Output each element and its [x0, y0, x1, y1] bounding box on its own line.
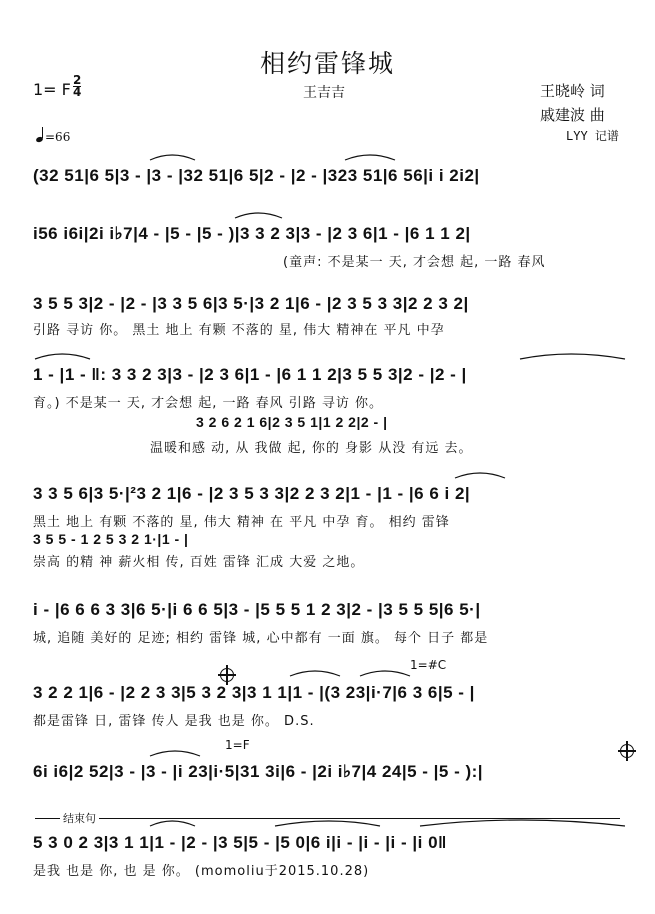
tempo-value: =66	[45, 130, 71, 144]
score-row-2-notes: i56 i6i|2i i♭7|4 - |5 - |5 - )|3 3 2 3|3 - |2 3 6|1 - |6 1 1 2|	[33, 224, 471, 243]
score-row-4-harmony-notes: 3 2 6 2 1 6|2 3 5 1|1 2 2|2 - |	[196, 414, 388, 430]
key-change-c-sharp: 1=#C	[410, 658, 447, 672]
score-row-5-notes: 3 3 5 6|3 5·|²3 2 1|6 - |2 3 5 3 3|2 2 3 2|1 - |1 - |6 6 i 2|	[33, 484, 471, 503]
score-row-5-lyrics-2: 崇高 的精 神 薪火相 传, 百姓 雷锋 汇成 大爱 之地。	[33, 555, 365, 570]
score-row-2-lyrics: (童声: 不是某一 天, 才会想 起, 一路 春风	[283, 255, 546, 270]
score-row-6-notes: i - |6 6 6 3 3|6 5·|i 6 6 5|3 - |5 5 5 1 2 3|2 - |3 5 5 5|6 5·|	[33, 600, 481, 619]
time-signature-top: 2	[73, 73, 82, 87]
score-row-7-lyrics: 都是雷锋 日, 雷锋 传人 是我 也是 你。 D.S.	[33, 714, 315, 729]
score-row-1-notes: (32 51|6 5|3 - |3 - |32 51|6 5|2 - |2 - |323 51|6 56|i i 2i2|	[33, 166, 480, 185]
score-row-5-lyrics: 黑土 地上 有颗 不落的 星, 伟大 精神 在 平凡 中孕 育。 相约 雷锋	[33, 515, 450, 530]
score-row-4-lyrics-2: 温暖和感 动, 从 我做 起, 你的 身影 从没 有远 去。	[150, 441, 473, 456]
composer: 戚建波 曲	[540, 106, 605, 124]
score-row-5-harmony-notes: 3 5 5 - 1 2 5 3 2 1·|1 - |	[33, 531, 189, 547]
score-row-4-notes: 1 - |1 - ‖: 3 3 2 3|3 - |2 3 6|1 - |6 1 1 2|3 5 5 3|2 - |2 - |	[33, 365, 467, 384]
score-row-9-lyrics: 是我 也是 你, 也 是 你。 (momoliu于2015.10.28)	[33, 864, 370, 879]
score-row-4-lyrics: 育。) 不是某一 天, 才会想 起, 一路 春风 引路 寻访 你。	[33, 396, 384, 411]
score-row-3-notes: 3 5 5 3|2 - |2 - |3 3 5 6|3 5·|3 2 1|6 - |2 3 5 3 3|2 2 3 2|	[33, 294, 469, 313]
song-title: 相约雷锋城	[259, 49, 395, 78]
score-row-7-notes: 3 2 2 1|6 - |2 2 3 3|5 3 2 3|3 1 1|1 - |(3 23|i·7|6 3 6|5 - |	[33, 683, 475, 702]
transcriber: LYY 记谱	[566, 129, 619, 143]
subtitle: 王吉吉	[303, 85, 345, 101]
lyricist: 王晓岭 词	[540, 82, 605, 100]
score-row-8-notes: 6i i6|2 52|3 - |3 - |i 23|i·5|31 3i|6 - |2i i♭7|4 24|5 - |5 - ):|	[33, 762, 484, 781]
key-signature: 1= F	[33, 80, 71, 99]
score-row-3-lyrics: 引路 寻访 你。 黑土 地上 有颗 不落的 星, 伟大 精神在 平凡 中孕	[33, 323, 445, 338]
time-signature-bottom: 4	[73, 85, 82, 99]
key-change-f: 1=F	[225, 738, 250, 752]
score-row-6-lyrics: 城, 追随 美好的 足迹; 相约 雷锋 城, 心中都有 一面 旗。 每个 日子 都是	[33, 631, 489, 646]
score-row-9-notes: 5 3 0 2 3|3 1 1|1 - |2 - |3 5|5 - |5 0|6 i|i - |i - |i - |i 0‖	[33, 833, 447, 852]
ending-section-label: 结束句	[60, 810, 99, 826]
